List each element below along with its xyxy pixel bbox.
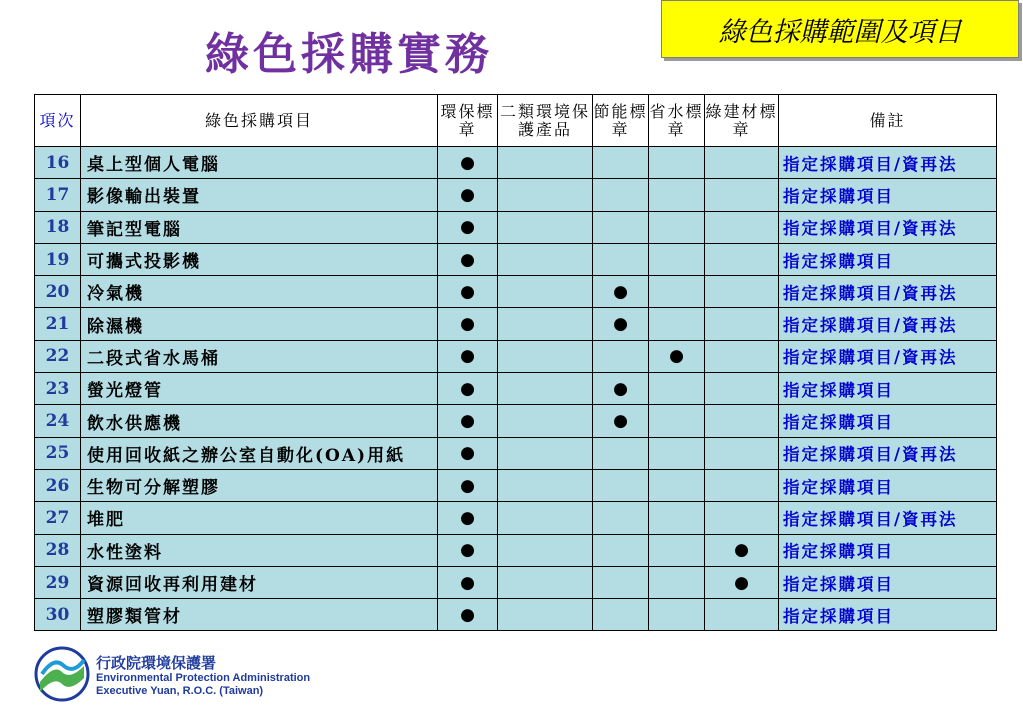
water-label-mark — [649, 469, 705, 501]
type2-mark — [498, 147, 593, 179]
energy-label-mark: ● — [593, 276, 649, 308]
building-label-mark — [705, 405, 779, 437]
row-item: 生物可分解塑膠 — [81, 469, 438, 501]
table-row — [35, 243, 997, 275]
eco-label-mark: ● — [438, 147, 498, 179]
row-num: 23 — [35, 373, 81, 405]
type2-mark — [498, 243, 593, 275]
type2-mark — [498, 179, 593, 211]
row-note: 指定採購項目/資再法 — [779, 211, 997, 243]
eco-label-mark: ● — [438, 211, 498, 243]
row-note: 指定採購項目/資再法 — [779, 437, 997, 469]
eco-label-mark: ● — [438, 179, 498, 211]
water-label-mark — [649, 566, 705, 598]
type2-mark — [498, 469, 593, 501]
water-label-mark — [649, 502, 705, 534]
row-item: 飲水供應機 — [81, 405, 438, 437]
water-label-mark — [649, 179, 705, 211]
building-label-mark — [705, 179, 779, 211]
header-type2: 二類環境保護產品 — [498, 95, 593, 147]
eco-label-mark: ● — [438, 534, 498, 566]
table-row — [35, 276, 997, 308]
building-label-mark — [705, 211, 779, 243]
table-body — [35, 147, 997, 631]
row-item: 資源回收再利用建材 — [81, 566, 438, 598]
table-row — [35, 308, 997, 340]
energy-label-mark — [593, 502, 649, 534]
table-row — [35, 437, 997, 469]
energy-label-mark — [593, 243, 649, 275]
table-row — [35, 566, 997, 598]
row-note: 指定採購項目 — [779, 373, 997, 405]
row-note: 指定採購項目 — [779, 179, 997, 211]
table-row — [35, 340, 997, 372]
table-row — [35, 373, 997, 405]
row-note: 指定採購項目 — [779, 469, 997, 501]
energy-label-mark: ● — [593, 405, 649, 437]
row-item: 螢光燈管 — [81, 373, 438, 405]
building-label-mark — [705, 469, 779, 501]
section-label: 綠色採購範圍及項目 — [718, 16, 962, 48]
header-num: 項次 — [35, 95, 81, 147]
energy-label-mark — [593, 599, 649, 631]
org-name-en-line1: Environmental Protection Administration — [96, 672, 311, 684]
type2-mark — [498, 340, 593, 372]
row-note: 指定採購項目 — [779, 405, 997, 437]
type2-mark — [498, 502, 593, 534]
type2-mark — [498, 534, 593, 566]
row-note: 指定採購項目/資再法 — [779, 276, 997, 308]
eco-label-mark: ● — [438, 469, 498, 501]
water-label-mark — [649, 276, 705, 308]
building-label-mark — [705, 599, 779, 631]
row-item: 塑膠類管材 — [81, 599, 438, 631]
row-item: 除濕機 — [81, 308, 438, 340]
building-label-mark — [705, 340, 779, 372]
water-label-mark — [649, 373, 705, 405]
eco-label-mark: ● — [438, 437, 498, 469]
building-label-mark — [705, 502, 779, 534]
org-name-en-line2: Executive Yuan, R.O.C. (Taiwan) — [96, 685, 264, 697]
row-num: 18 — [35, 211, 81, 243]
water-label-mark — [649, 308, 705, 340]
building-label-mark: ● — [705, 566, 779, 598]
row-item: 筆記型電腦 — [81, 211, 438, 243]
footer — [34, 646, 354, 702]
energy-label-mark — [593, 437, 649, 469]
row-note: 指定採購項目 — [779, 566, 997, 598]
table-row — [35, 534, 997, 566]
eco-label-mark: ● — [438, 276, 498, 308]
row-note: 指定採購項目 — [779, 599, 997, 631]
row-num: 30 — [35, 599, 81, 631]
water-label-mark: ● — [649, 340, 705, 372]
eco-label-mark: ● — [438, 340, 498, 372]
row-note: 指定採購項目/資再法 — [779, 502, 997, 534]
row-num: 27 — [35, 502, 81, 534]
eco-label-mark: ● — [438, 243, 498, 275]
energy-label-mark: ● — [593, 308, 649, 340]
type2-mark — [498, 566, 593, 598]
water-label-mark — [649, 243, 705, 275]
row-num: 19 — [35, 243, 81, 275]
section-label-box — [661, 0, 1019, 58]
table-header-row — [35, 95, 997, 147]
row-num: 25 — [35, 437, 81, 469]
energy-label-mark — [593, 469, 649, 501]
energy-label-mark — [593, 179, 649, 211]
energy-label-mark — [593, 534, 649, 566]
energy-label-mark: ● — [593, 373, 649, 405]
building-label-mark — [705, 147, 779, 179]
row-item: 可攜式投影機 — [81, 243, 438, 275]
page-title: 綠色採購實務 — [205, 29, 493, 80]
row-num: 26 — [35, 469, 81, 501]
row-item: 二段式省水馬桶 — [81, 340, 438, 372]
eco-label-mark: ● — [438, 373, 498, 405]
row-note: 指定採購項目 — [779, 243, 997, 275]
row-note: 指定採購項目 — [779, 534, 997, 566]
row-num: 29 — [35, 566, 81, 598]
water-label-mark — [649, 405, 705, 437]
header-water-label: 省水標章 — [649, 95, 705, 147]
table-row — [35, 147, 997, 179]
row-note: 指定採購項目/資再法 — [779, 340, 997, 372]
row-num: 16 — [35, 147, 81, 179]
energy-label-mark — [593, 340, 649, 372]
row-item: 影像輸出裝置 — [81, 179, 438, 211]
header-item: 綠色採購項目 — [81, 95, 438, 147]
water-label-mark — [649, 211, 705, 243]
row-item: 水性塗料 — [81, 534, 438, 566]
row-num: 17 — [35, 179, 81, 211]
row-item: 堆肥 — [81, 502, 438, 534]
water-label-mark — [649, 437, 705, 469]
eco-label-mark: ● — [438, 308, 498, 340]
type2-mark — [498, 373, 593, 405]
type2-mark — [498, 599, 593, 631]
type2-mark — [498, 276, 593, 308]
header-energy-label: 節能標章 — [593, 95, 649, 147]
table-row — [35, 405, 997, 437]
procurement-table — [34, 94, 997, 631]
table-row — [35, 599, 997, 631]
row-num: 22 — [35, 340, 81, 372]
row-num: 28 — [35, 534, 81, 566]
eco-label-mark: ● — [438, 599, 498, 631]
building-label-mark — [705, 308, 779, 340]
table-row — [35, 502, 997, 534]
table-row — [35, 211, 997, 243]
eco-label-mark: ● — [438, 502, 498, 534]
water-label-mark — [649, 147, 705, 179]
row-note: 指定採購項目/資再法 — [779, 147, 997, 179]
table-row — [35, 469, 997, 501]
header-eco-label: 環保標章 — [438, 95, 498, 147]
row-num: 21 — [35, 308, 81, 340]
row-note: 指定採購項目/資再法 — [779, 308, 997, 340]
header-note: 備註 — [779, 95, 997, 147]
type2-mark — [498, 405, 593, 437]
energy-label-mark — [593, 147, 649, 179]
building-label-mark — [705, 276, 779, 308]
eco-label-mark: ● — [438, 566, 498, 598]
energy-label-mark — [593, 211, 649, 243]
type2-mark — [498, 437, 593, 469]
building-label-mark — [705, 437, 779, 469]
row-item: 桌上型個人電腦 — [81, 147, 438, 179]
row-num: 24 — [35, 405, 81, 437]
water-label-mark — [649, 534, 705, 566]
table-row — [35, 179, 997, 211]
building-label-mark — [705, 373, 779, 405]
building-label-mark — [705, 243, 779, 275]
row-item: 冷氣機 — [81, 276, 438, 308]
type2-mark — [498, 308, 593, 340]
org-name-cn: 行政院環境保護署 — [96, 654, 217, 672]
building-label-mark: ● — [705, 534, 779, 566]
water-label-mark — [649, 599, 705, 631]
header-building-label: 綠建材標章 — [705, 95, 779, 147]
energy-label-mark — [593, 566, 649, 598]
row-num: 20 — [35, 276, 81, 308]
row-item: 使用回收紙之辦公室自動化(OA)用紙 — [81, 437, 438, 469]
eco-label-mark: ● — [438, 405, 498, 437]
type2-mark — [498, 211, 593, 243]
epa-logo-icon — [34, 646, 90, 702]
